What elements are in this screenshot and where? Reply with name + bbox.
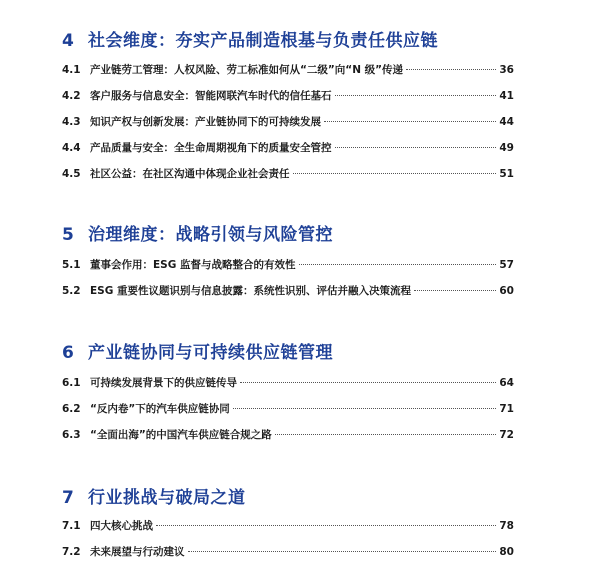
entry-page: 64 <box>499 377 514 389</box>
entry-number: 4.1 <box>62 64 81 76</box>
dot-leader <box>233 408 497 409</box>
entry-title: 未来展望与行动建议 <box>90 546 185 558</box>
toc-entry-7-1[interactable] <box>62 518 514 534</box>
entry-title: 董事会作用：ESG 监督与战略整合的有效性 <box>90 259 296 271</box>
entry-title: 可持续发展背景下的供应链传导 <box>90 377 237 389</box>
entry-title: “全面出海”的中国汽车供应链合规之路 <box>90 429 272 441</box>
entry-number: 6.3 <box>62 429 81 441</box>
dot-leader <box>414 290 496 291</box>
entry-title: ESG 重要性议题识别与信息披露：系统性识别、评估并融入决策流程 <box>90 285 412 297</box>
section-heading-7 <box>62 483 246 508</box>
entry-page: 41 <box>499 90 514 102</box>
entry-number: 6.2 <box>62 403 81 415</box>
entry-number: 4.3 <box>62 116 81 128</box>
entry-title: “反内卷”下的汽车供应链协同 <box>90 403 230 415</box>
entry-number: 4.2 <box>62 90 81 102</box>
entry-page: 71 <box>499 403 514 415</box>
section-number: 6 <box>62 343 75 363</box>
dot-leader <box>240 382 496 383</box>
entry-number: 7.1 <box>62 520 81 532</box>
dot-leader <box>335 147 497 148</box>
dot-leader <box>293 173 497 174</box>
section-number: 7 <box>62 488 75 508</box>
entry-title: 产品质量与安全：全生命周期视角下的质量安全管控 <box>90 142 332 154</box>
section-heading-5 <box>62 220 333 245</box>
dot-leader <box>275 434 497 435</box>
section-title: 产业链协同与可持续供应链管理 <box>88 343 333 363</box>
entry-page: 57 <box>499 259 514 271</box>
toc-entry-4-2[interactable] <box>62 88 514 104</box>
toc-entry-5-2[interactable] <box>62 283 514 299</box>
toc-entry-5-1[interactable] <box>62 257 514 273</box>
dot-leader <box>335 95 497 96</box>
dot-leader <box>299 264 497 265</box>
entry-page: 60 <box>499 285 514 297</box>
toc-entry-6-2[interactable] <box>62 401 514 417</box>
entry-number: 7.2 <box>62 546 81 558</box>
entry-page: 51 <box>499 168 514 180</box>
section-title: 治理维度：战略引领与风险管控 <box>88 225 333 245</box>
dot-leader <box>156 525 496 526</box>
toc-entry-7-2[interactable] <box>62 544 514 560</box>
entry-number: 5.1 <box>62 259 81 271</box>
dot-leader <box>324 121 496 122</box>
section-title: 行业挑战与破局之道 <box>88 488 246 508</box>
entry-page: 36 <box>499 64 514 76</box>
toc-entry-4-3[interactable] <box>62 114 514 130</box>
entry-title: 社区公益：在社区沟通中体现企业社会责任 <box>90 168 290 180</box>
entry-page: 49 <box>499 142 514 154</box>
entry-number: 4.5 <box>62 168 81 180</box>
section-title: 社会维度：夯实产品制造根基与负责任供应链 <box>88 31 438 51</box>
section-number: 4 <box>62 31 75 51</box>
entry-page: 72 <box>499 429 514 441</box>
entry-number: 6.1 <box>62 377 81 389</box>
section-heading-6 <box>62 338 333 363</box>
entry-number: 4.4 <box>62 142 81 154</box>
toc-entry-6-3[interactable] <box>62 427 514 443</box>
entry-page: 80 <box>499 546 514 558</box>
entry-title: 产业链劳工管理：人权风险、劳工标准如何从“二级”向“N 级”传递 <box>90 64 404 76</box>
entry-title: 知识产权与创新发展：产业链协同下的可持续发展 <box>90 116 321 128</box>
entry-title: 四大核心挑战 <box>90 520 153 532</box>
entry-page: 78 <box>499 520 514 532</box>
entry-number: 5.2 <box>62 285 81 297</box>
toc-entry-4-1[interactable] <box>62 62 514 78</box>
toc-entry-4-5[interactable] <box>62 166 514 182</box>
dot-leader <box>406 69 496 70</box>
section-number: 5 <box>62 225 75 245</box>
dot-leader <box>188 551 497 552</box>
entry-title: 客户服务与信息安全：智能网联汽车时代的信任基石 <box>90 90 332 102</box>
toc-entry-6-1[interactable] <box>62 375 514 391</box>
section-heading-4 <box>62 26 438 51</box>
toc-entry-4-4[interactable] <box>62 140 514 156</box>
entry-page: 44 <box>499 116 514 128</box>
